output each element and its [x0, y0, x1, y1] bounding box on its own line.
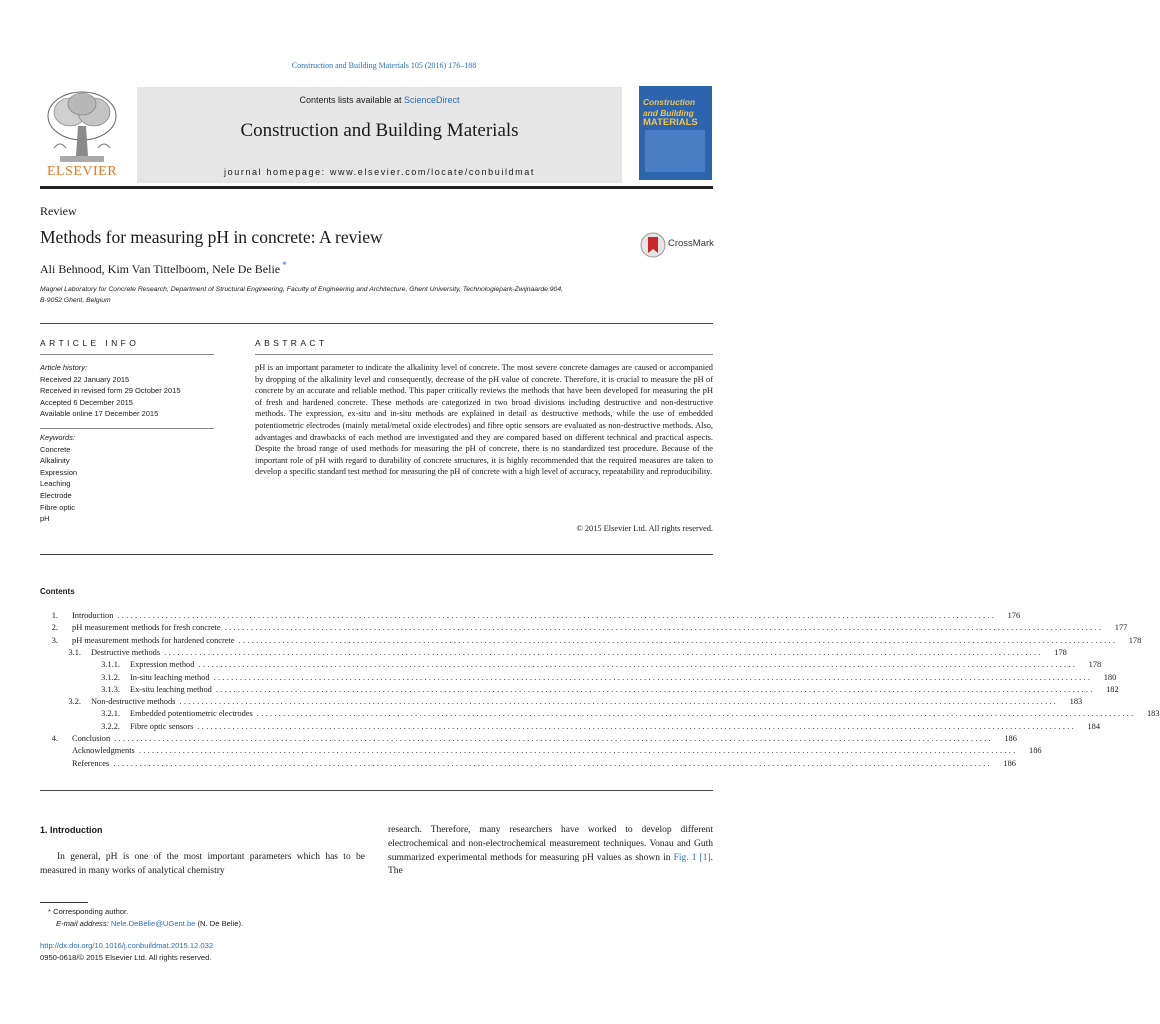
keyword: Alkalinity	[40, 456, 70, 466]
crossmark-icon	[640, 231, 666, 259]
toc-page-number: 178	[1088, 660, 1102, 670]
cover-title-line2: and Building	[643, 107, 694, 118]
journal-citation[interactable]: Construction and Building Materials 105 (2016) 176–188	[291, 61, 477, 70]
intro-right-column	[388, 824, 713, 879]
toc-row[interactable]	[40, 734, 1017, 746]
keyword: pH	[40, 514, 50, 524]
toc-label: Embedded potentiometric electrodes	[130, 709, 253, 719]
abstract-text: pH is an important parameter to indicate the alkalinity level of concrete. The most severe concrete damages are caused or accompanied by dropping of the alkalinity level and consequently, decrease of the pH value of concrete. Therefore, it is crucial to measure the pH of concrete by an accurate and reliable method. This paper critically reviews the methods that have been developed for measuring the pH of fresh and hardened concrete. These methods are categorized in two broad divisions including destructive and non-destructive methods. The expression, ex-situ and in-situ methods are explained in detail as destructive methods, while the use of embedded potentiometric electrodes (mainly metal/metal oxide electrodes) and fibre optic sensors are evaluated as non-destructive methods. Also, advantages and drawbacks of each method are investigated and they are compared based on different technical and practical aspects. Despite the broad range of used methods for measuring the pH of concrete, there is no standardized test procedure. Because of the important role of pH with regard to durability of concrete structures, it is highly recommended that the required measures are taken to develop a specific standard test method for measuring the pH of concrete with a high level of accuracy, repeatability and reproducibility.	[255, 363, 713, 477]
toc-row[interactable]	[40, 746, 1042, 758]
toc-label: Fibre optic sensors	[130, 721, 194, 731]
toc-row[interactable]	[40, 709, 1160, 721]
toc-number: 3.2.1.	[101, 709, 120, 719]
email-suffix: (N. De Belie).	[195, 919, 244, 928]
toc-row[interactable]	[40, 623, 1128, 635]
crossmark-badge[interactable]	[640, 231, 718, 259]
toc-page-number: 176	[1007, 611, 1021, 620]
keywords-rule	[40, 428, 214, 429]
toc-row[interactable]	[40, 672, 1117, 685]
contents-heading: Contents	[40, 587, 75, 596]
toc-page-number: 178	[1054, 647, 1067, 657]
toc-number: 3.1.1.	[101, 660, 120, 670]
toc-page-number: 183	[1069, 697, 1083, 707]
toc-page-number: 177	[1114, 623, 1128, 633]
cover-title-line1: Construction	[643, 97, 696, 107]
toc-page-number: 186	[1029, 746, 1042, 756]
cover-title-line3: MATERIALS	[643, 117, 698, 128]
toc-row[interactable]	[40, 611, 1021, 623]
article-info-heading: ARTICLE INFO	[40, 338, 140, 348]
toc-row[interactable]	[40, 684, 1119, 697]
journal-homepage[interactable]: journal homepage: www.elsevier.com/locate/conbuildmat	[224, 167, 535, 177]
toc-leader-dots: ........................................................................................................................................................................................................	[114, 734, 993, 743]
toc-page-number: 180	[1103, 672, 1117, 682]
authors-names: Ali Behnood, Kim Van Tittelboom, Nele De Belie	[40, 262, 281, 276]
abstract-divider	[40, 554, 713, 555]
toc-leader-dots: ........................................................................................................................................................................................................	[224, 623, 1104, 633]
journal-cover-image[interactable]	[639, 86, 712, 180]
abstract-copyright: © 2015 Elsevier Ltd. All rights reserved.	[576, 524, 713, 533]
email-line	[40, 918, 386, 929]
intro-right-text: research. Therefore, many researchers have worked to develop different electrochemical and non-electrochemical measurement techniques. Vonau and Guth summarized experimental methods for measuring pH values as shown in	[388, 825, 713, 863]
toc-row[interactable]	[40, 697, 1083, 709]
toc-page-number: 178	[1128, 635, 1142, 645]
toc-label: In-situ leaching method	[130, 672, 210, 682]
toc-label: References	[72, 758, 110, 768]
elsevier-wordmark: ELSEVIER	[46, 164, 118, 179]
toc-leader-dots: ........................................................................................................................................................................................................	[117, 611, 997, 620]
toc-row[interactable]	[40, 647, 1067, 660]
toc-row[interactable]	[40, 660, 1102, 672]
email-label: E-mail address:	[56, 919, 111, 928]
toc-row[interactable]	[40, 758, 1016, 771]
issn-line: 0950-0618/© 2015 Elsevier Ltd. All rights reserved.	[40, 953, 212, 962]
toc-number: 3.1.2.	[101, 672, 120, 682]
toc-leader-dots: ........................................................................................................................................................................................................	[238, 635, 1118, 645]
contents-divider	[40, 790, 713, 791]
keyword: Expression	[40, 467, 78, 477]
history-received: Received 22 January 2015	[40, 374, 130, 384]
footnote-rule	[40, 902, 88, 903]
author-list	[40, 260, 287, 277]
toc-page-number: 186	[1004, 734, 1017, 743]
footnote-label: Corresponding author.	[53, 907, 129, 916]
toc-label: Conclusion	[72, 734, 111, 743]
footnote-marker: *	[48, 907, 51, 916]
toc-number: 3.2.	[68, 697, 81, 707]
toc-label: Non-destructive methods	[91, 697, 176, 707]
abstract-rule	[255, 354, 713, 355]
toc-label: pH measurement methods for hardened concrete	[72, 635, 235, 645]
article-title: Methods for measuring pH in concrete: A review	[40, 227, 383, 247]
toc-label: Destructive methods	[91, 647, 161, 657]
toc-leader-dots: ........................................................................................................................................................................................................	[197, 721, 1077, 731]
affiliation-divider	[40, 323, 713, 324]
toc-number: 3.1.3.	[101, 684, 120, 694]
reference-1-link[interactable]: [1]	[699, 852, 711, 863]
toc-leader-dots: ........................................................................................................................................................................................................	[213, 672, 1093, 682]
toc-label: Introduction	[72, 611, 114, 620]
keyword: Fibre optic	[40, 502, 76, 512]
toc-page-number: 184	[1087, 721, 1101, 731]
toc-leader-dots: ........................................................................................................................................................................................................	[138, 746, 1018, 756]
toc-label: Acknowledgments	[72, 746, 135, 756]
contents-available-line	[137, 95, 622, 105]
contents-prefix: Contents lists available at	[299, 95, 405, 105]
toc-leader-dots: ........................................................................................................................................................................................................	[198, 660, 1078, 670]
toc-number: 3.2.2.	[101, 721, 120, 731]
article-history	[40, 362, 214, 420]
keyword: Electrode	[40, 490, 72, 500]
sciencedirect-link[interactable]: ScienceDirect	[404, 95, 460, 105]
affiliation-line2: B-9052 Ghent, Belgium	[40, 297, 111, 304]
abstract-heading: ABSTRACT	[255, 338, 328, 348]
keyword: Concrete	[40, 444, 71, 454]
toc-number: 1.	[51, 611, 58, 620]
corresponding-author-note	[40, 906, 378, 917]
corresponding-author-mark[interactable]: *	[282, 260, 287, 270]
toc-label: pH measurement methods for fresh concrete	[72, 623, 221, 633]
toc-page-number: 183	[1146, 709, 1160, 719]
toc-page-number: 182	[1106, 684, 1119, 694]
keywords	[40, 432, 214, 525]
history-revised: Received in revised form 29 October 2015	[40, 386, 181, 396]
affiliation-line1: Magnel Laboratory for Concrete Research, Department of Structural Engineering, Faculty of Engineering and Architecture, Ghent University, Technologiepark-Zwijnaarde 904,	[40, 286, 564, 293]
keywords-label: Keywords:	[40, 433, 76, 442]
author-email-link[interactable]: Nele.DeBelie@UGent.be	[110, 919, 196, 928]
toc-number: 2.	[51, 623, 58, 633]
cover-artwork	[645, 130, 705, 172]
toc-label: Expression method	[130, 660, 195, 670]
intro-left-column: In general, pH is one of the most important parameters which has to be measured in many works of analytical chemistry	[40, 852, 365, 876]
affiliation	[40, 284, 710, 306]
toc-leader-dots: ........................................................................................................................................................................................................	[215, 684, 1095, 694]
doi-link[interactable]: http://dx.doi.org/10.1016/j.conbuildmat.2015.12.032	[40, 941, 214, 950]
tree-icon	[40, 86, 124, 164]
toc-leader-dots: ........................................................................................................................................................................................................	[113, 758, 992, 768]
toc-number: 4.	[51, 734, 58, 743]
toc-number: 3.1.	[68, 647, 81, 657]
cover-title	[643, 97, 709, 129]
toc-leader-dots: ........................................................................................................................................................................................................	[164, 647, 1043, 657]
toc-leader-dots: ........................................................................................................................................................................................................	[179, 697, 1059, 707]
toc-number: 3.	[51, 635, 58, 645]
toc-row[interactable]	[40, 721, 1101, 734]
section-heading-introduction: 1. Introduction	[40, 825, 103, 835]
toc-row[interactable]	[40, 635, 1142, 648]
journal-name: Construction and Building Materials	[240, 120, 519, 141]
toc-page-number: 186	[1003, 758, 1016, 768]
history-online: Available online 17 December 2015	[40, 409, 159, 419]
article-type: Review	[40, 204, 77, 218]
history-label: Article history:	[40, 363, 88, 372]
toc-leader-dots: ........................................................................................................................................................................................................	[256, 709, 1136, 719]
intro-right-tail: . The	[388, 852, 713, 877]
crossmark-label: CrossMark	[668, 238, 714, 249]
header-divider	[40, 186, 713, 189]
keyword: Leaching	[40, 479, 71, 489]
figure-1-link[interactable]: Fig. 1	[673, 852, 697, 863]
history-accepted: Accepted 6 December 2015	[40, 397, 133, 407]
article-info-rule	[40, 354, 214, 355]
toc-label: Ex-situ leaching method	[130, 684, 212, 694]
